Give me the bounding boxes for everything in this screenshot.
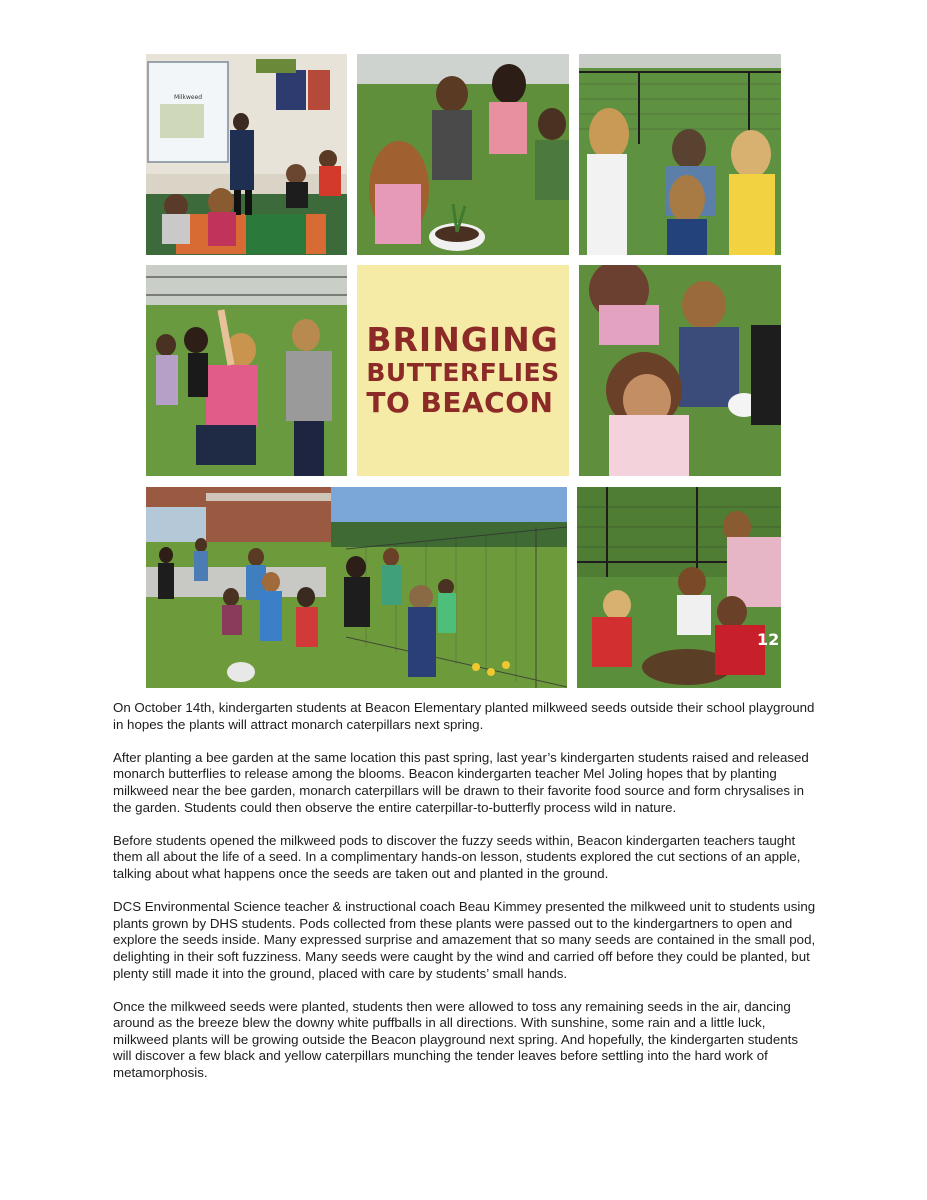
photo-classroom [146, 54, 347, 255]
photo-tossing-seeds [146, 265, 347, 476]
article-paragraph: After planting a bee garden at the same location this past spring, last year’s kindergarten students raised and released monarch butterflies to release among the blooms. Beacon kindergarten teacher Mel Joling hopes that by planting milkweed near the bee garden, monarch caterpillars will be drawn to their favorite food source and form chrysalises in the garden. Students could then observe the entire caterpillar-to-butterfly process wild in nature. [113, 749, 809, 815]
title-line-3: TO BEACON [366, 386, 554, 420]
photo-child-with-fluff [579, 265, 781, 476]
article-paragraph: Once the milkweed seeds were planted, students then were allowed to toss any remaining seeds in the air, dancing around as the breeze blew the downy white puffballs in all directions. With sunshine, some rain and a little luck, milkweed plants will be growing outside the Beacon playground next spring. And hopefully, the kindergarten students will discover a few black and yellow caterpillars munching the tender leaves before settling into the hard work of metamorphosis. [113, 998, 798, 1081]
photo-children-seed-pods [357, 54, 569, 255]
screen-label: Milkweed [174, 94, 203, 101]
article-paragraph: On October 14th, kindergarten students at Beacon Elementary planted milkweed seeds outside their school playground in hopes the plants will attract monarch caterpillars next spring. [113, 700, 815, 732]
title-line-1: BRINGING [366, 320, 559, 360]
article-paragraph: DCS Environmental Science teacher & instructional coach Beau Kimmey presented the milkweed unit to students using plants grown by DHS students. Pods collected from these plants were passed out to the kindergartners to open and explore the seeds inside. Many expressed surprise and amazement that so many seeds are contained in the small pod, delighting in their soft fuzziness. Many seeds were caught by the wind and carried off before they could be planted, but plenty still made it into the ground, placed with care by students’ small hands. [113, 899, 816, 981]
jersey-number: 12 [757, 630, 780, 649]
article-body [113, 700, 818, 1098]
photo-class-outside-school [146, 487, 567, 688]
title-line-2: BUTTERFLIES [366, 358, 560, 388]
photo-teacher-fence [579, 54, 781, 255]
photo-children-planting [577, 487, 781, 688]
title-panel [357, 265, 569, 476]
article-paragraph: Before students opened the milkweed pods to discover the fuzzy seeds within, Beacon kindergarten teachers taught them all about the life of a seed. In a complimentary hands-on lesson, students explored the cut sections of an apple, talking about what happens once the seeds are taken out and planted in the ground. [113, 832, 801, 881]
page-title [366, 322, 559, 418]
